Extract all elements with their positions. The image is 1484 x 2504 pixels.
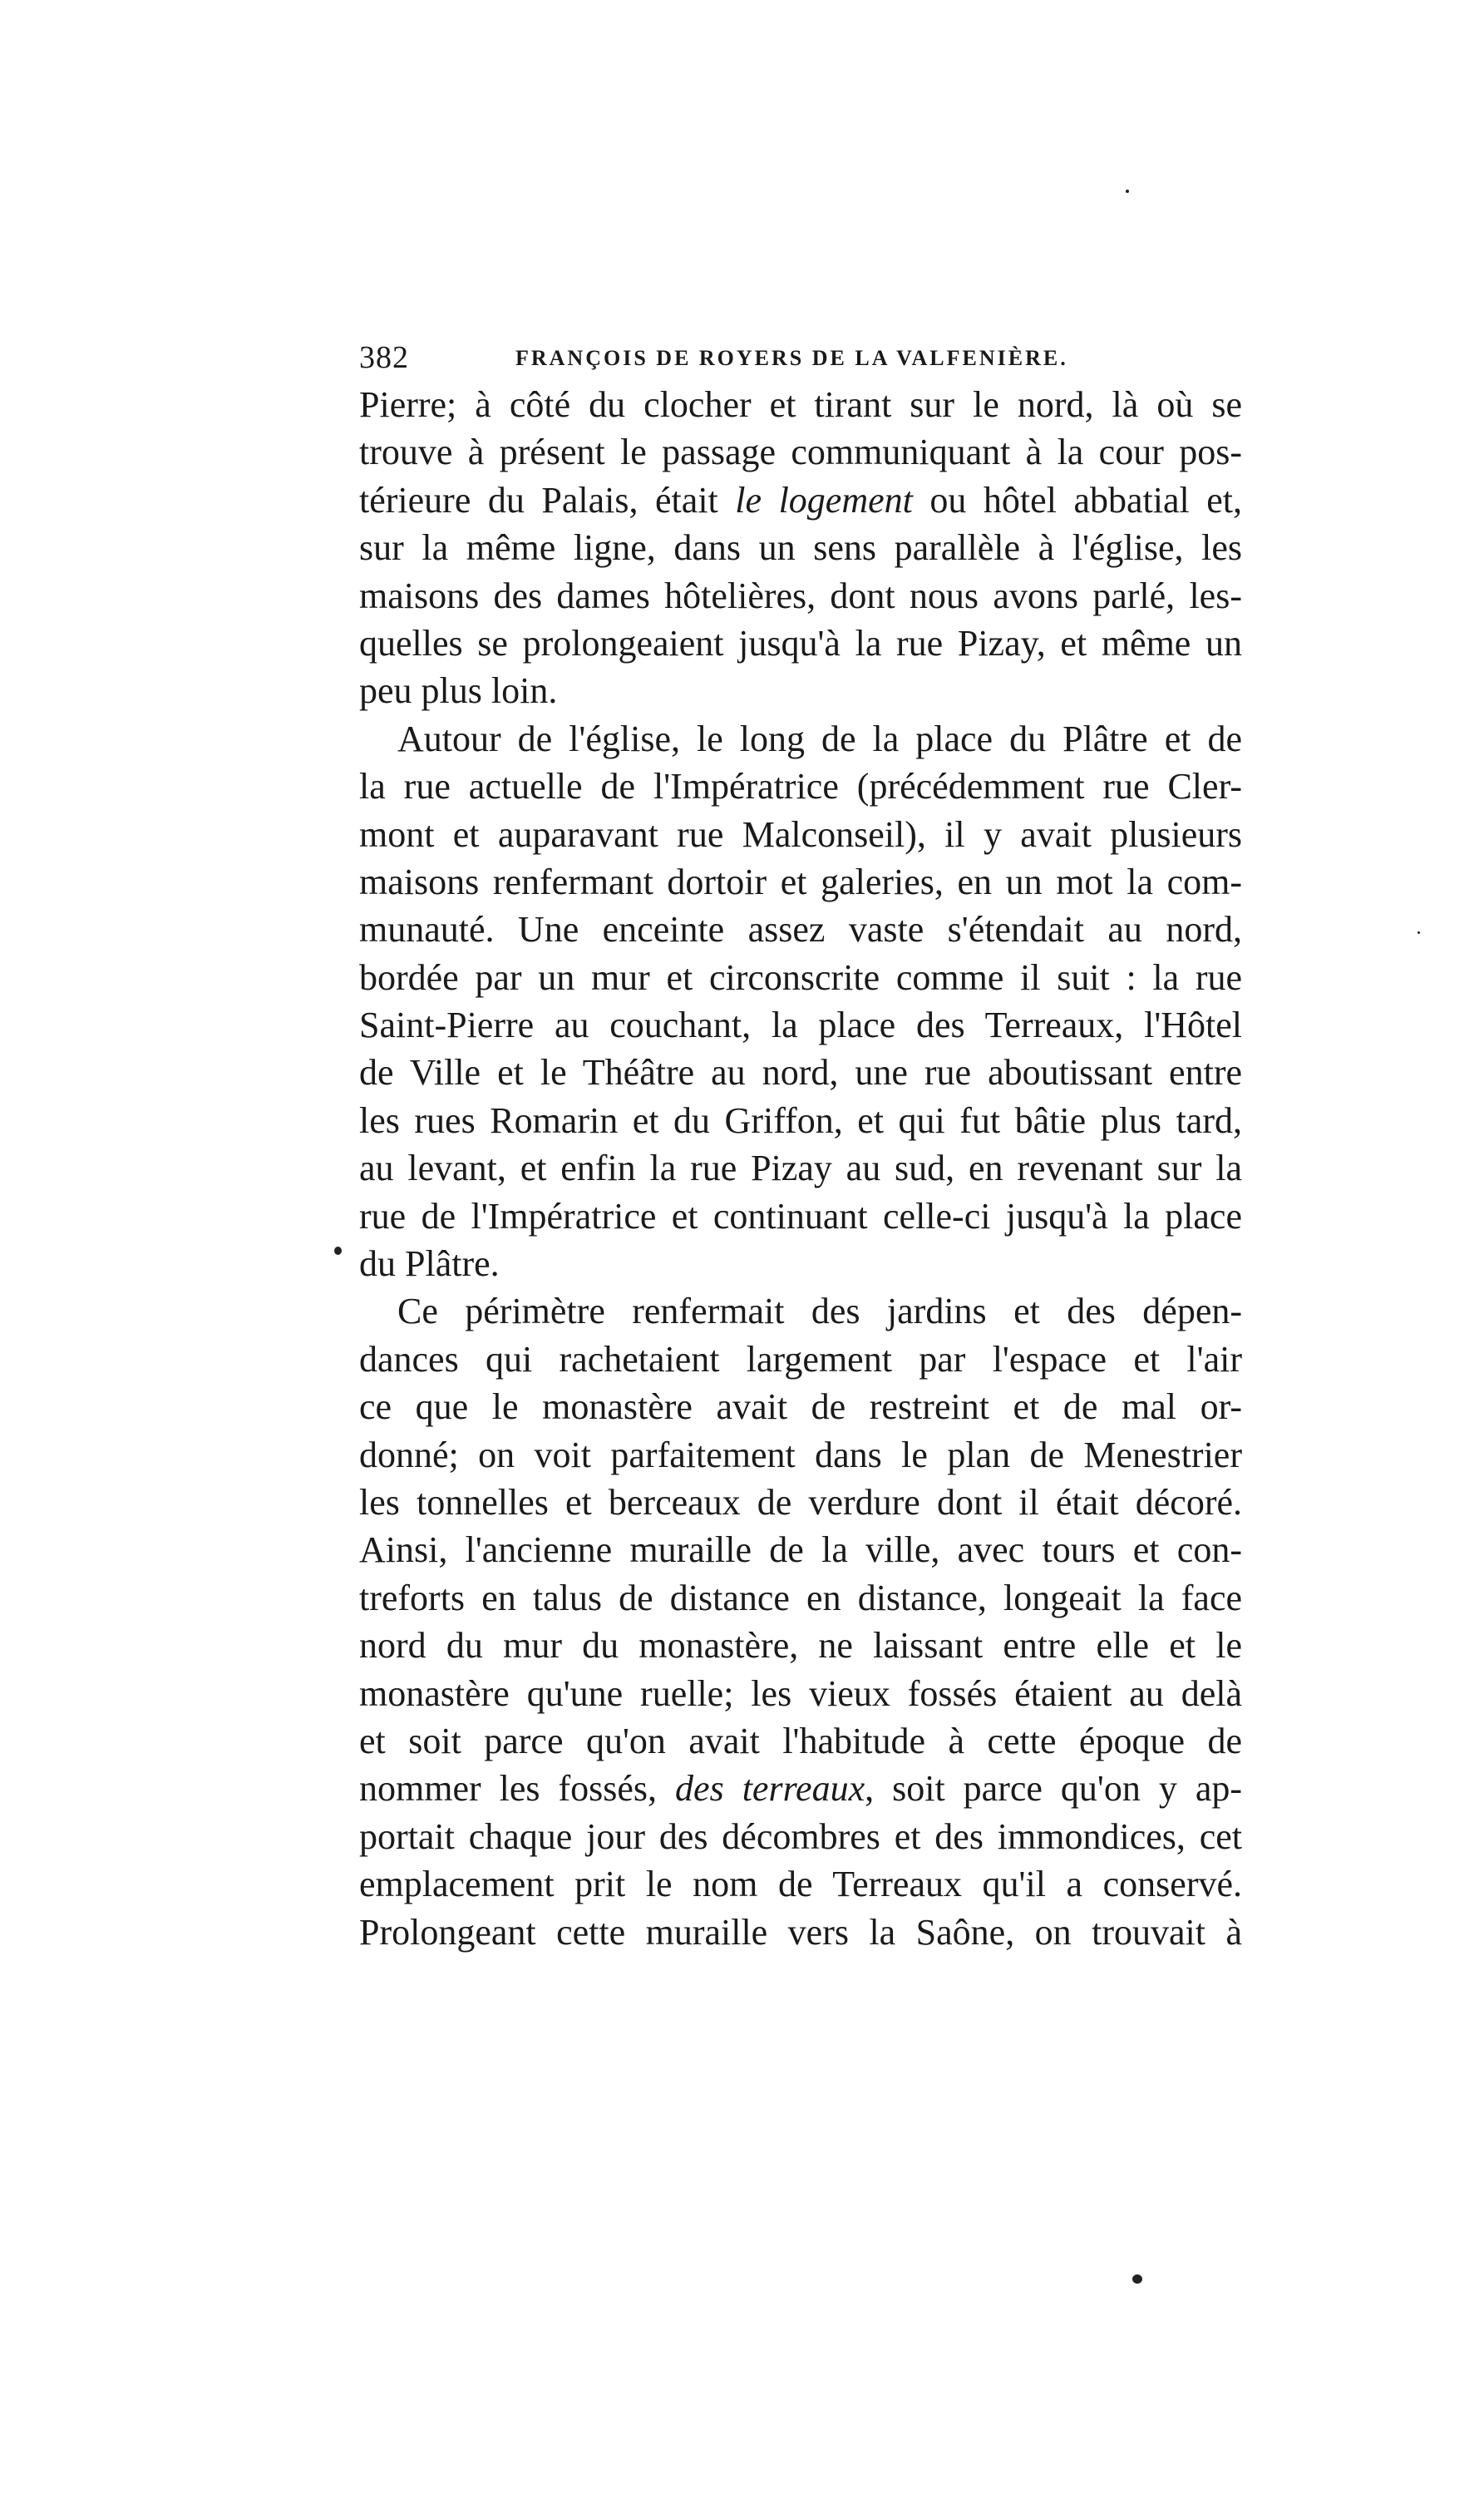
text-line: quelles se prolongeaient jusqu'à la rue Pizay, et même un (359, 622, 1242, 664)
text-line: munauté. Une enceinte assez vaste s'étendait au nord, (359, 909, 1242, 951)
ink-speck (1132, 2274, 1142, 2284)
text-line: monastère qu'une ruelle; les vieux fossés étaient au delà (359, 1672, 1242, 1714)
text-line: du Plâtre. (359, 1243, 500, 1285)
text-line: de Ville et le Théâtre au nord, une rue aboutissant entre (359, 1052, 1242, 1094)
italic-phrase: le logement (735, 479, 913, 521)
text-line (359, 477, 1242, 524)
text-line: Autour de l'église, le long de la place du Plâtre et de (397, 718, 1242, 759)
text-line: bordée par un mur et circonscrite comme il suit : la rue (359, 956, 1242, 998)
text-span: ou hôtel abbatial et, (912, 479, 1242, 521)
text-line: les rues Romarin et du Griffon, et qui fut bâtie plus tard, (359, 1099, 1242, 1141)
text-line: trouve à présent le passage communiquant à la cour pos- (359, 432, 1242, 473)
text-line: emplacement prit le nom de Terreaux qu'il a conservé. (359, 1864, 1242, 1905)
text-line: donné; on voit parfaitement dans le plan de Menestrier (359, 1434, 1242, 1475)
text-line: treforts en talus de distance en distance, longeait la face (359, 1577, 1242, 1618)
text-line: au levant, et enfin la rue Pizay au sud, en revenant sur la (359, 1148, 1242, 1189)
ink-speck (1126, 190, 1129, 193)
text-line: portait chaque jour des décombres et des immondices, cet (359, 1815, 1242, 1857)
text-line: Ainsi, l'ancienne muraille de la ville, avec tours et con- (359, 1529, 1242, 1571)
italic-phrase: des terreaux (675, 1768, 865, 1810)
text-line: peu plus loin. (359, 670, 558, 712)
text-line: Prolongeant cette muraille vers la Saône, on trouvait à (359, 1911, 1242, 1953)
ink-speck (1417, 931, 1420, 934)
text-line: ce que le monastère avait de restreint et de mal or- (359, 1386, 1242, 1428)
text-line: dances qui rachetaient largement par l'espace et l'air (359, 1338, 1242, 1380)
page-number: 382 (359, 340, 409, 375)
text-line: maisons renfermant dortoir et galeries, en un mot la com- (359, 861, 1242, 902)
running-title: FRANÇOIS DE ROYERS DE LA VALFENIÈRE. (515, 346, 1068, 370)
text-line: maisons des dames hôtelières, dont nous avons parlé, les- (359, 575, 1242, 616)
text-line: Pierre; à côté du clocher et tirant sur le nord, là où se (359, 384, 1242, 425)
running-head (359, 337, 1242, 378)
ink-speck (334, 1247, 342, 1255)
text-line: nord du mur du monastère, ne laissant entre elle et le (359, 1625, 1242, 1667)
text-line: Ce périmètre renfermait des jardins et des dépen- (397, 1291, 1242, 1332)
text-line: sur la même ligne, dans un sens parallèle à l'église, les (359, 527, 1242, 569)
text-line: la rue actuelle de l'Impératrice (précédemment rue Cler- (359, 766, 1242, 808)
text-line: rue de l'Impératrice et continuant celle-ci jusqu'à la place (359, 1195, 1242, 1237)
body-text (359, 381, 1242, 1956)
text-line: mont et auparavant rue Malconseil), il y avait plusieurs (359, 813, 1242, 855)
text-line (359, 1765, 1242, 1812)
text-line: les tonnelles et berceaux de verdure dont il était décoré. (359, 1481, 1242, 1523)
text-line: et soit parce qu'on avait l'habitude à cette époque de (359, 1720, 1242, 1761)
text-span: térieure du Palais, était (359, 479, 736, 521)
text-line: Saint-Pierre au couchant, la place des Terreaux, l'Hôtel (359, 1005, 1242, 1046)
text-span: nommer les fossés, (359, 1768, 676, 1810)
text-span: , soit parce qu'on y ap- (865, 1768, 1243, 1810)
